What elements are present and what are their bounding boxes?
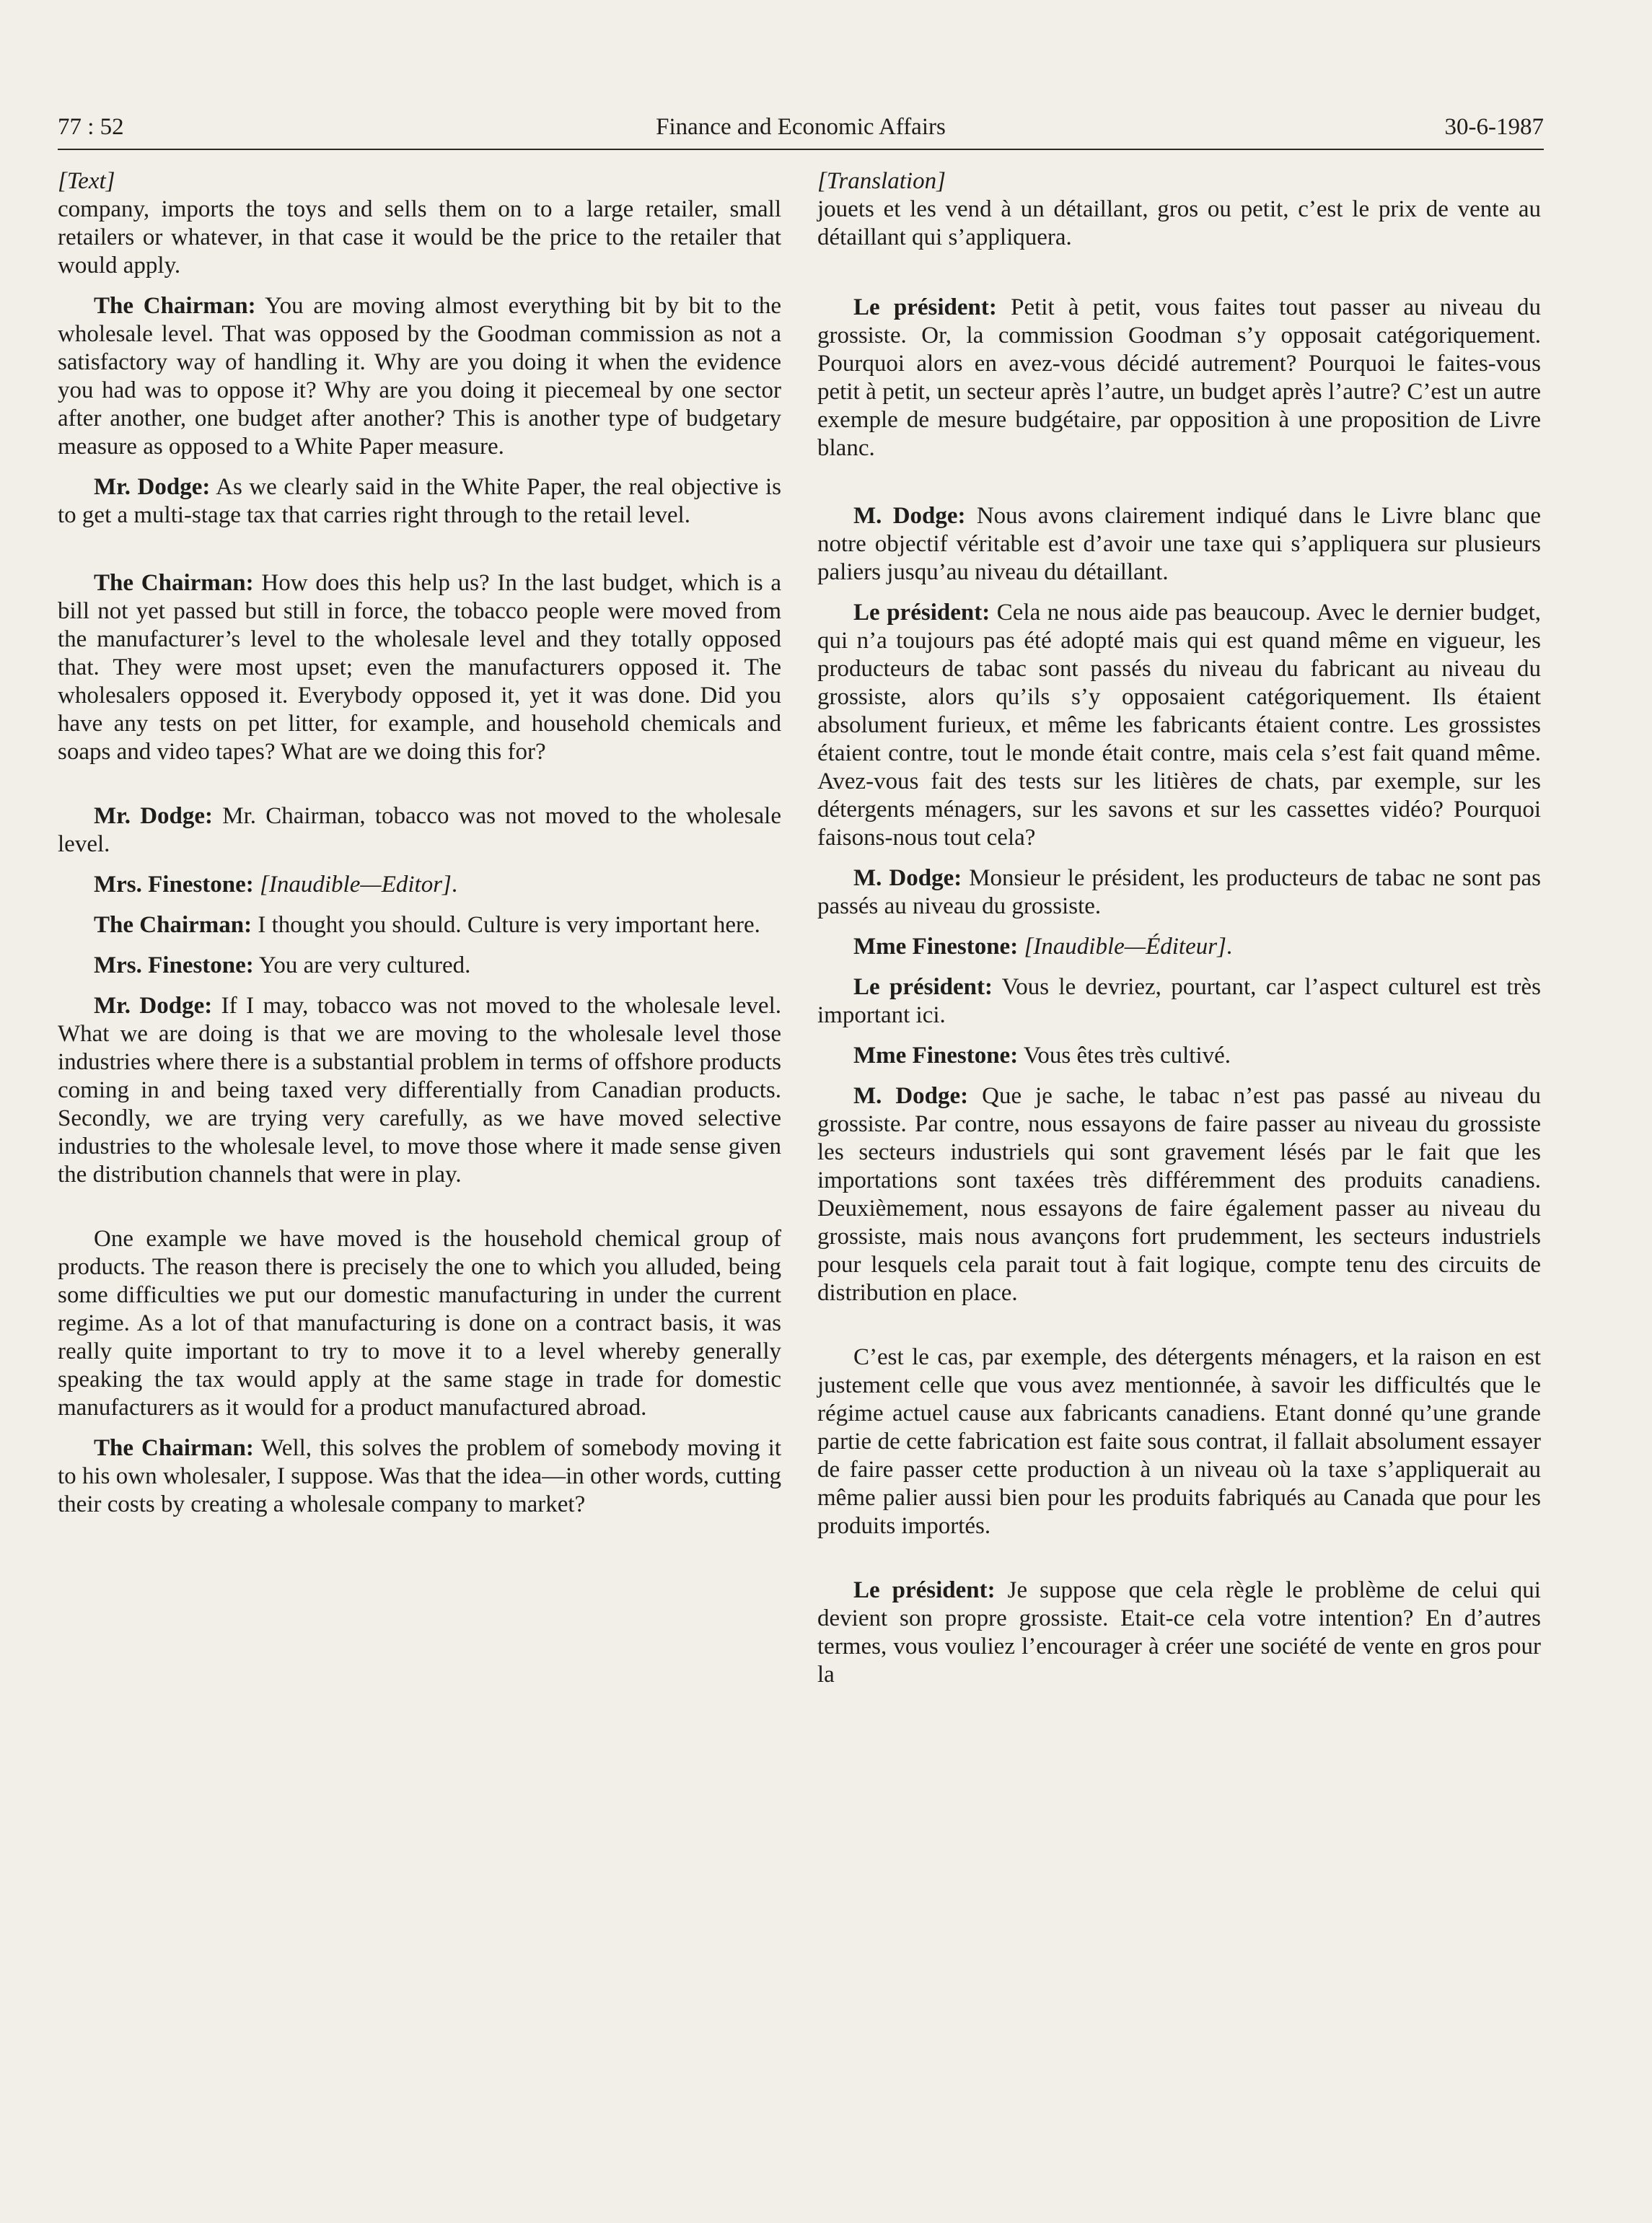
- speech-president: [817, 973, 1541, 1030]
- page-title: Finance and Economic Affairs: [656, 114, 946, 140]
- speech-text: Petit à petit, vous faites tout passer au niveau du grossiste. Or, la commission Goodman s’y opposait catégoriquement. Pourquoi alors en avez-vous décidé autrement? Pourquoi le faites-vous petit à petit, un secteur après l’autre, un budget après l’autre? C’est un autre exemple de mesure budgétaire, par opposition à une proposition de Livre blanc.: [817, 294, 1541, 461]
- speech-president: [817, 294, 1541, 462]
- inaudible-note: [Inaudible—Editor]: [260, 872, 452, 898]
- speech-text: If I may, tobacco was not moved to the wholesale level. What we are doing is that we are moving to the wholesale level those industries where there is a substantial problem in terms of offshore products coming in and being taxed very differentially from Canadian products. Secondly, we are trying very carefully, as we have moved selective industries to the wholesale level, to move those where it made sense given the distribution channels that were in play.: [58, 993, 781, 1188]
- speech-text: Nous avons clairement indiqué dans le Livre blanc que notre objectif véritable est d’avoir une taxe qui s’appliquera sur plusieurs paliers jusqu’au niveau du détaillant.: [817, 503, 1542, 585]
- speaker-name: Mrs. Finestone:: [94, 952, 254, 978]
- speaker-name: Mr. Dodge:: [94, 993, 213, 1019]
- speech-finestone: Mrs. Finestone: [Inaudible—Editor].: [94, 872, 458, 898]
- paragraph: jouets et les vend à un détaillant, gros ou petit, c’est le prix de vente au détaillant qui s’appliquera.: [817, 196, 1541, 250]
- inaudible-note: [Inaudible—Éditeur]: [1024, 934, 1226, 960]
- speaker-name: Mr. Dodge:: [94, 803, 214, 829]
- paragraph: C’est le cas, par exemple, des détergents ménagers, et la raison en est justement celle que vous avez mentionnée, à savoir les difficultés que le régime actuel cause aux fabricants canadiens. Etant donné qu’une grande partie de cette fabrication est faite sous contrat, il fallait absolument essayer de faire passer cette production à un niveau où la taxe s’appliquerait au même palier aussi bien pour les produits fabriqués au Canada que pour les produits importés.: [817, 1344, 1541, 1539]
- speech-text: Mr. Chairman, tobacco was not moved to the wholesale level.: [58, 803, 781, 857]
- speech-chairman: [58, 292, 781, 461]
- speech-president: [817, 1577, 1541, 1689]
- page-number: 77 : 52: [58, 114, 124, 140]
- speaker-name: Le président:: [853, 1577, 996, 1603]
- speech-dodge: [817, 502, 1541, 587]
- speaker-name: M. Dodge:: [853, 1083, 969, 1109]
- speech-dodge: [58, 802, 781, 859]
- french-column: [817, 167, 1541, 1689]
- page-header: [58, 108, 1544, 146]
- speech-finestone: [817, 1042, 1541, 1070]
- speech-text: As we clearly said in the White Paper, the real objective is to get a multi-stage tax that carries right through to the retail level.: [58, 474, 781, 528]
- speech-chairman: [58, 911, 781, 939]
- english-column: [58, 167, 781, 1519]
- speech-text: Que je sache, le tabac n’est pas passé au niveau du grossiste. Par contre, nous essayons de faire passer au niveau du grossiste les secteurs industriels qui sont gravement lésés par le fait que les importations sont taxées très différemment des produits canadiens. Deuxièmement, nous essayons de faire également passer au niveau du grossiste, mais nous avançons fort prudemment, les secteurs industriels pour lesquels cela parait tout à fait logique, compte tenu des circuits de distribution en place.: [817, 1083, 1542, 1306]
- header-rule: [58, 149, 1544, 150]
- speaker-name: Le président:: [853, 974, 993, 1000]
- speaker-name: Le président:: [853, 600, 990, 626]
- speaker-name: The Chairman:: [94, 570, 254, 596]
- speech-finestone: [58, 952, 781, 980]
- translation-marker: [Translation]: [817, 168, 946, 194]
- speech-dodge: [58, 992, 781, 1189]
- speech-text: Monsieur le président, les producteurs de tabac ne sont pas passés au niveau du grossiste.: [817, 865, 1541, 919]
- speech-president: [817, 599, 1541, 852]
- speaker-name: The Chairman:: [94, 293, 256, 319]
- speech-chairman: [58, 1434, 781, 1519]
- speaker-name: The Chairman:: [94, 1435, 254, 1461]
- speech-text: Cela ne nous aide pas beaucoup. Avec le dernier budget, qui n’a toujours pas été adopté mais qui est quand même en vigueur, les producteurs de tabac sont passés du niveau du fabricant au niveau du grossiste, alors qu’ils s’y opposaient catégoriquement. Ils étaient absolument furieux, et même les fabricants étaient contre. Les grossistes étaient contre, tout le monde était contre, mais cela s’est fait quand même. Avez-vous fait des tests sur les litières de chats, par exemple, sur les détergents ménagers, sur les savons et sur les cassettes vidéo? Pourquoi faisons-nous tout cela?: [817, 600, 1541, 851]
- speech-text: How does this help us? In the last budget, which is a bill not yet passed but still in force, the tobacco people were moved from the manufacturer’s level to the wholesale level and they totally opposed that. They were most upset; even the manufacturers opposed it. The wholesalers opposed it. Everybody opposed it, yet it was done. Did you have any tests on pet litter, for example, and household chemicals and soaps and video tapes? What are we doing this for?: [58, 570, 782, 765]
- speaker-name: Mme Finestone:: [853, 1043, 1019, 1069]
- speaker-name: Le président:: [853, 294, 997, 320]
- paragraph: One example we have moved is the household chemical group of products. The reason there is precisely the one to which you alluded, being some difficulties we put our domestic manufacturing in under the current regime. As a lot of that manufacturing is done on a contract basis, it was really quite important to try to move it to a level whereby generally speaking the tax would apply at the same stage in trade for domestic manufacturers as it would for a product manufactured abroad.: [58, 1226, 781, 1421]
- speaker-name: The Chairman:: [94, 912, 252, 938]
- speaker-name: Mme Finestone:: [853, 934, 1019, 960]
- speech-dodge: [817, 864, 1541, 921]
- speech-text: Vous le devriez, pourtant, car l’aspect culturel est très important ici.: [817, 974, 1541, 1028]
- page-date: 30-6-1987: [1444, 114, 1544, 140]
- speaker-name: M. Dodge:: [853, 865, 962, 891]
- speaker-name: M. Dodge:: [853, 503, 966, 529]
- speaker-name: Mr. Dodge:: [94, 474, 211, 500]
- speech-chairman: [58, 569, 781, 766]
- speech-text: Well, this solves the problem of somebody moving it to his own wholesaler, I suppose. Was that the idea—in other words, cutting their costs by creating a wholesale company to market?: [58, 1435, 782, 1517]
- speaker-name: Mrs. Finestone:: [94, 872, 254, 898]
- speech-text: You are very cultured.: [253, 952, 471, 978]
- speech-text: Je suppose que cela règle le problème de celui qui devient son propre grossiste. Etait-ce cela votre intention? En d’autres termes, vous vouliez l’encourager à créer une société de vente en gros pour la: [817, 1577, 1541, 1688]
- speech-dodge: [58, 473, 781, 530]
- speech-text: Vous êtes très cultivé.: [1018, 1043, 1231, 1069]
- text-marker: [Text]: [58, 168, 115, 194]
- speech-dodge: [817, 1082, 1541, 1307]
- paragraph: company, imports the toys and sells them on to a large retailer, small retailers or whatever, in that case it would be the price to the retailer that would apply.: [58, 196, 781, 279]
- speech-finestone: Mme Finestone: [Inaudible—Éditeur].: [853, 934, 1233, 960]
- speech-text: I thought you should. Culture is very important here.: [252, 912, 760, 938]
- speech-text: You are moving almost everything bit by bit to the wholesale level. That was opposed by the Goodman commission as not a satisfactory way of handling it. Why are you doing it when the evidence you had was to oppose it? Why are you doing it piecemeal by one sector after another, one budget after another? This is another type of budgetary measure as opposed to a White Paper measure.: [58, 293, 782, 460]
